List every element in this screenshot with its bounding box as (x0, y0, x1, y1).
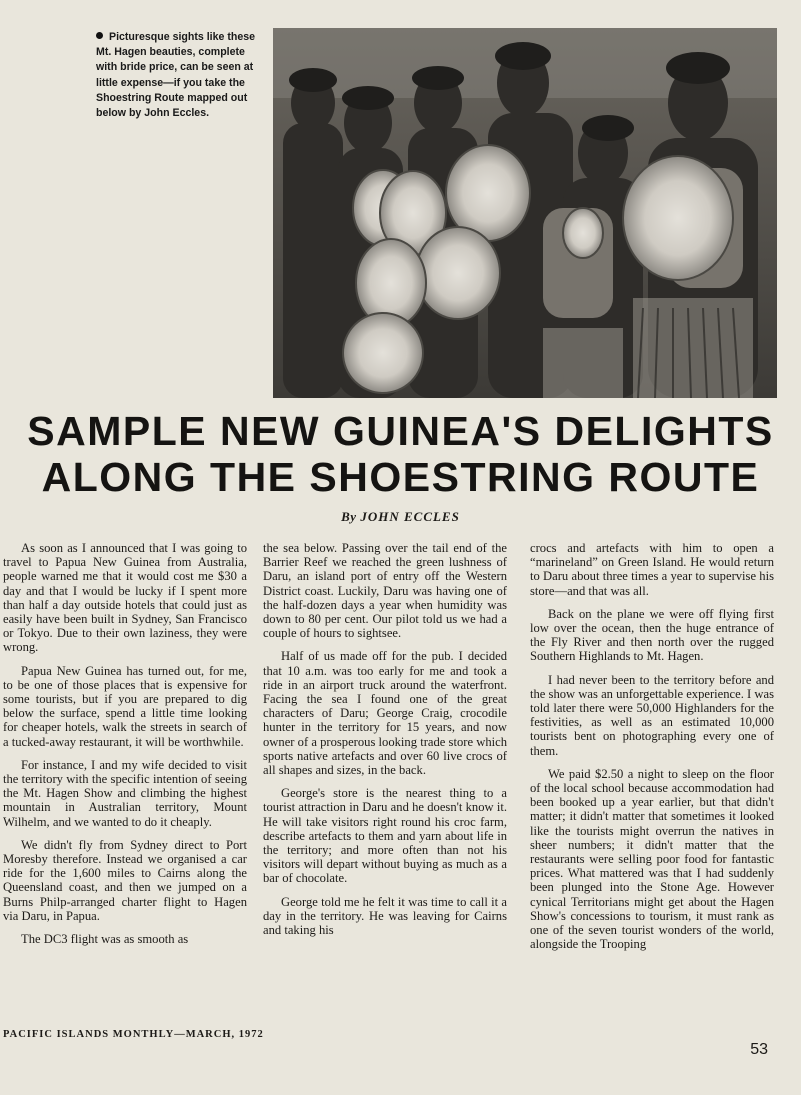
article-column-1 (3, 541, 247, 955)
byline-author: JOHN ECCLES (360, 509, 460, 524)
paragraph: For instance, I and my wife decided to visit the territory with the specific intention of seeing the Mt. Hagen Show and climbing the highest mountain in Australian territory, Mount Wilhelm, and we wanted to do it cheaply. (3, 757, 247, 829)
headline-line-2: ALONG THE SHOESTRING ROUTE (41, 454, 760, 500)
paragraph: The DC3 flight was as smooth as (21, 932, 189, 947)
running-footer: PACIFIC ISLANDS MONTHLY—MARCH, 1972 (3, 1029, 264, 1040)
highlanders-photo-image (273, 28, 777, 398)
byline-prefix: By (341, 509, 357, 524)
article-column-3 (530, 541, 774, 960)
article-column-2 (263, 541, 507, 946)
paragraph: I had never been to the territory before and the show was an unforgettable experience. I was told later there were 50,000 Highlanders for the festivities, as well as an estimated 10,000 tourists bent on photographing every one of them. (530, 672, 774, 758)
page-number: 53 (750, 1041, 768, 1058)
paragraph: the sea below. Passing over the tail end of the Barrier Reef we reached the green lushness of Daru, an island port of entry off the Western District coast. Luckily, Daru was having one of the half-dozen days a year when humidity was down to 80 per cent. Our pilot told us we had a couple of hours to sightsee. (263, 541, 507, 641)
paragraph: Papua New Guinea has turned out, for me, to be one of those places that is expensive for some tourists, but if you are prepared to dig below the surface, spend a little time looking for cheaper hotels, walk the streets in search of a tucked-away restaurant, it will be worthwhile. (3, 663, 247, 749)
photo-caption (96, 30, 258, 121)
bullet-icon (96, 32, 103, 39)
photo-caption-text: Picturesque sights like these Mt. Hagen beauties, complete with bride price, can be seen at little expense—if you take the Shoestring Route mapped out below by John Eccles. (96, 31, 256, 120)
paragraph: We paid $2.50 a night to sleep on the floor of the local school because accommodation had been booked up a year earlier, but that didn't matter; it didn't matter that sometimes it looked like the tourists might overrun the natives in sheer numbers; it didn't matter that the restaurants were selling poor food for fantastic prices. What mattered was that I had suddenly been plunged into the Stone Age. However cynical Territorians might get about the Hagen Show's concessions to tourism, it must rank as one of the seven tourist wonders of the world, alongside the Trooping (530, 766, 774, 952)
paragraph: As soon as I announced that I was going to travel to Papua New Guinea from Australia, people warned me that it would cost me $30 a day and that I would be lucky if I spent more than half a day outside hotels that could just as easily have been built in Sydney, San Francisco or Tokyo. Due to their own laziness, they were wrong. (3, 541, 247, 655)
headline-line-1: SAMPLE NEW GUINEA'S DELIGHTS (27, 408, 774, 454)
headline (0, 408, 801, 500)
paragraph: Back on the plane we were off flying first low over the ocean, then the huge entrance of the Fly River and then north over the rugged Southern Highlands to Mt. Hagen. (530, 606, 774, 664)
paragraph: Half of us made off for the pub. I decided that 10 a.m. was too early for me and took a ride in an airport truck around the waterfront. Facing the sea I found one of the great characters of Daru; George Craig, crocodile hunter in the territory for 15 years, and now owner of a prosperous looking trade store which sports native artefacts and over 60 live crocs of all shapes and sizes, in the back. (263, 649, 507, 778)
byline (0, 509, 801, 525)
highlanders-photo (273, 28, 777, 398)
paragraph: We didn't fly from Sydney direct to Port Moresby therefore. Instead we organised a car ride for the 1,600 miles to Cairns along the Queensland coast, and then we jumped on a Burns Philp-arranged charter flight to Hagen via Daru, in Papua. (3, 837, 247, 923)
paragraph: George told me he felt it was time to call it a day in the territory. He was leaving for Cairns and taking his (263, 894, 507, 938)
paragraph: George's store is the nearest thing to a tourist attraction in Daru and he doesn't know it. He will take visitors right round his croc farm, describe artefacts to them and yarn about life in the territory; and more often than not his visitors will depart without buying as much as a bar of chocolate. (263, 786, 507, 886)
paragraph: crocs and artefacts with him to open a “marineland” on Green Island. He would return to Daru about three times a year to supervise his store—and that was all. (530, 541, 774, 598)
